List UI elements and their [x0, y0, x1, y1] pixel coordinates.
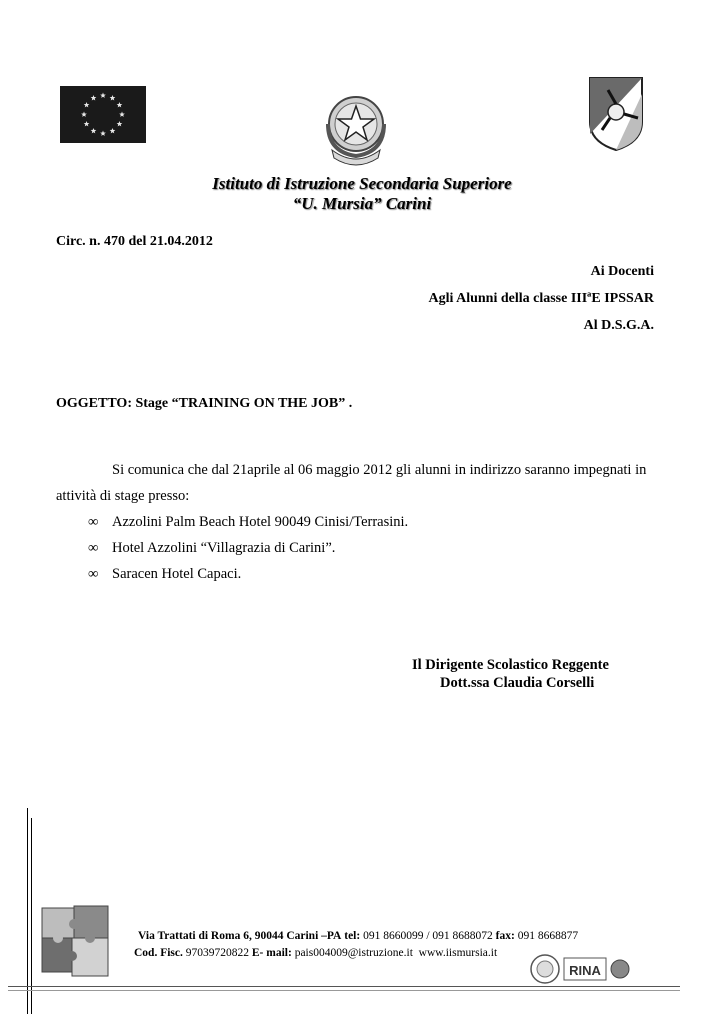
footer-cf-label: Cod. Fisc.: [134, 947, 183, 959]
list-item: [88, 540, 335, 557]
eu-star-icon: [84, 121, 90, 126]
italian-republic-emblem: [318, 88, 394, 166]
eu-star-icon: [91, 128, 97, 133]
eu-star-icon: [84, 102, 90, 107]
puzzle-logo: [38, 902, 114, 982]
footer-address: Via Trattati di Roma 6, 90044 Carini –PA: [138, 930, 342, 942]
signature-name: Dott.ssa Claudia Corselli: [440, 675, 595, 691]
margin-line: [31, 818, 32, 1014]
eu-star-icon: [100, 131, 106, 136]
infinity-bullet-icon: ∞: [88, 540, 99, 556]
rina-certification-logo: [528, 952, 632, 986]
recipient-dsga: Al D.S.G.A.: [583, 318, 654, 333]
rina-text: RINA: [569, 963, 601, 978]
footer-fax: 091 8668877: [517, 930, 579, 942]
margin-line: [27, 808, 28, 1014]
circular-reference: Circ. n. 470 del 21.04.2012: [56, 234, 213, 249]
infinity-bullet-icon: ∞: [88, 514, 99, 530]
list-item-text: Saracen Hotel Capaci.: [112, 566, 242, 582]
footer-website[interactable]: www.iismursia.it: [418, 947, 498, 959]
eu-flag-logo: [60, 86, 146, 143]
footer-fax-label: fax:: [495, 930, 515, 942]
sicily-region-crest: [586, 74, 646, 152]
list-item: [88, 514, 408, 531]
recipient-students: Agli Alunni della classe IIIªE IPSSAR: [428, 291, 654, 306]
institute-subtitle: “U. Mursia” Carini: [292, 194, 432, 213]
footer-rule: [8, 986, 680, 987]
list-item: [88, 566, 241, 583]
eu-star-icon: [119, 112, 125, 117]
eu-star-icon: [110, 128, 116, 133]
footer-rule: [8, 990, 680, 991]
eu-star-icon: [81, 112, 87, 117]
body-line-1: Si comunica che dal 21aprile al 06 maggio 2012 gli alunni in indirizzo saranno impegnati in: [112, 462, 647, 478]
eu-star-icon: [117, 121, 123, 126]
eu-star-icon: [117, 102, 123, 107]
body-line-2: attività di stage presso:: [56, 488, 190, 504]
eu-stars-icon: [60, 86, 146, 143]
footer-email-label: E- mail:: [251, 947, 292, 959]
footer-address-line: [0, 930, 724, 942]
list-item-text: Hotel Azzolini “Villagrazia di Carini”.: [112, 540, 336, 556]
subject-line: OGGETTO: Stage “TRAINING ON THE JOB” .: [56, 396, 353, 411]
footer-cf: 97039720822: [185, 947, 249, 959]
footer-tel-label: tel:: [344, 930, 361, 942]
signature-role: Il Dirigente Scolastico Reggente: [412, 657, 609, 673]
recipient-teachers: Ai Docenti: [590, 264, 654, 279]
list-item-text: Azzolini Palm Beach Hotel 90049 Cinisi/Terrasini.: [112, 514, 409, 530]
infinity-bullet-icon: ∞: [88, 566, 99, 582]
eu-star-icon: [110, 95, 116, 100]
footer-tel: 091 8660099 / 091 8688072: [363, 930, 493, 942]
footer-email[interactable]: pais004009@istruzione.it: [294, 947, 413, 959]
eu-star-icon: [100, 93, 106, 98]
institute-title: Istituto di Istruzione Secondaria Superiore: [212, 174, 512, 193]
eu-star-icon: [91, 95, 97, 100]
